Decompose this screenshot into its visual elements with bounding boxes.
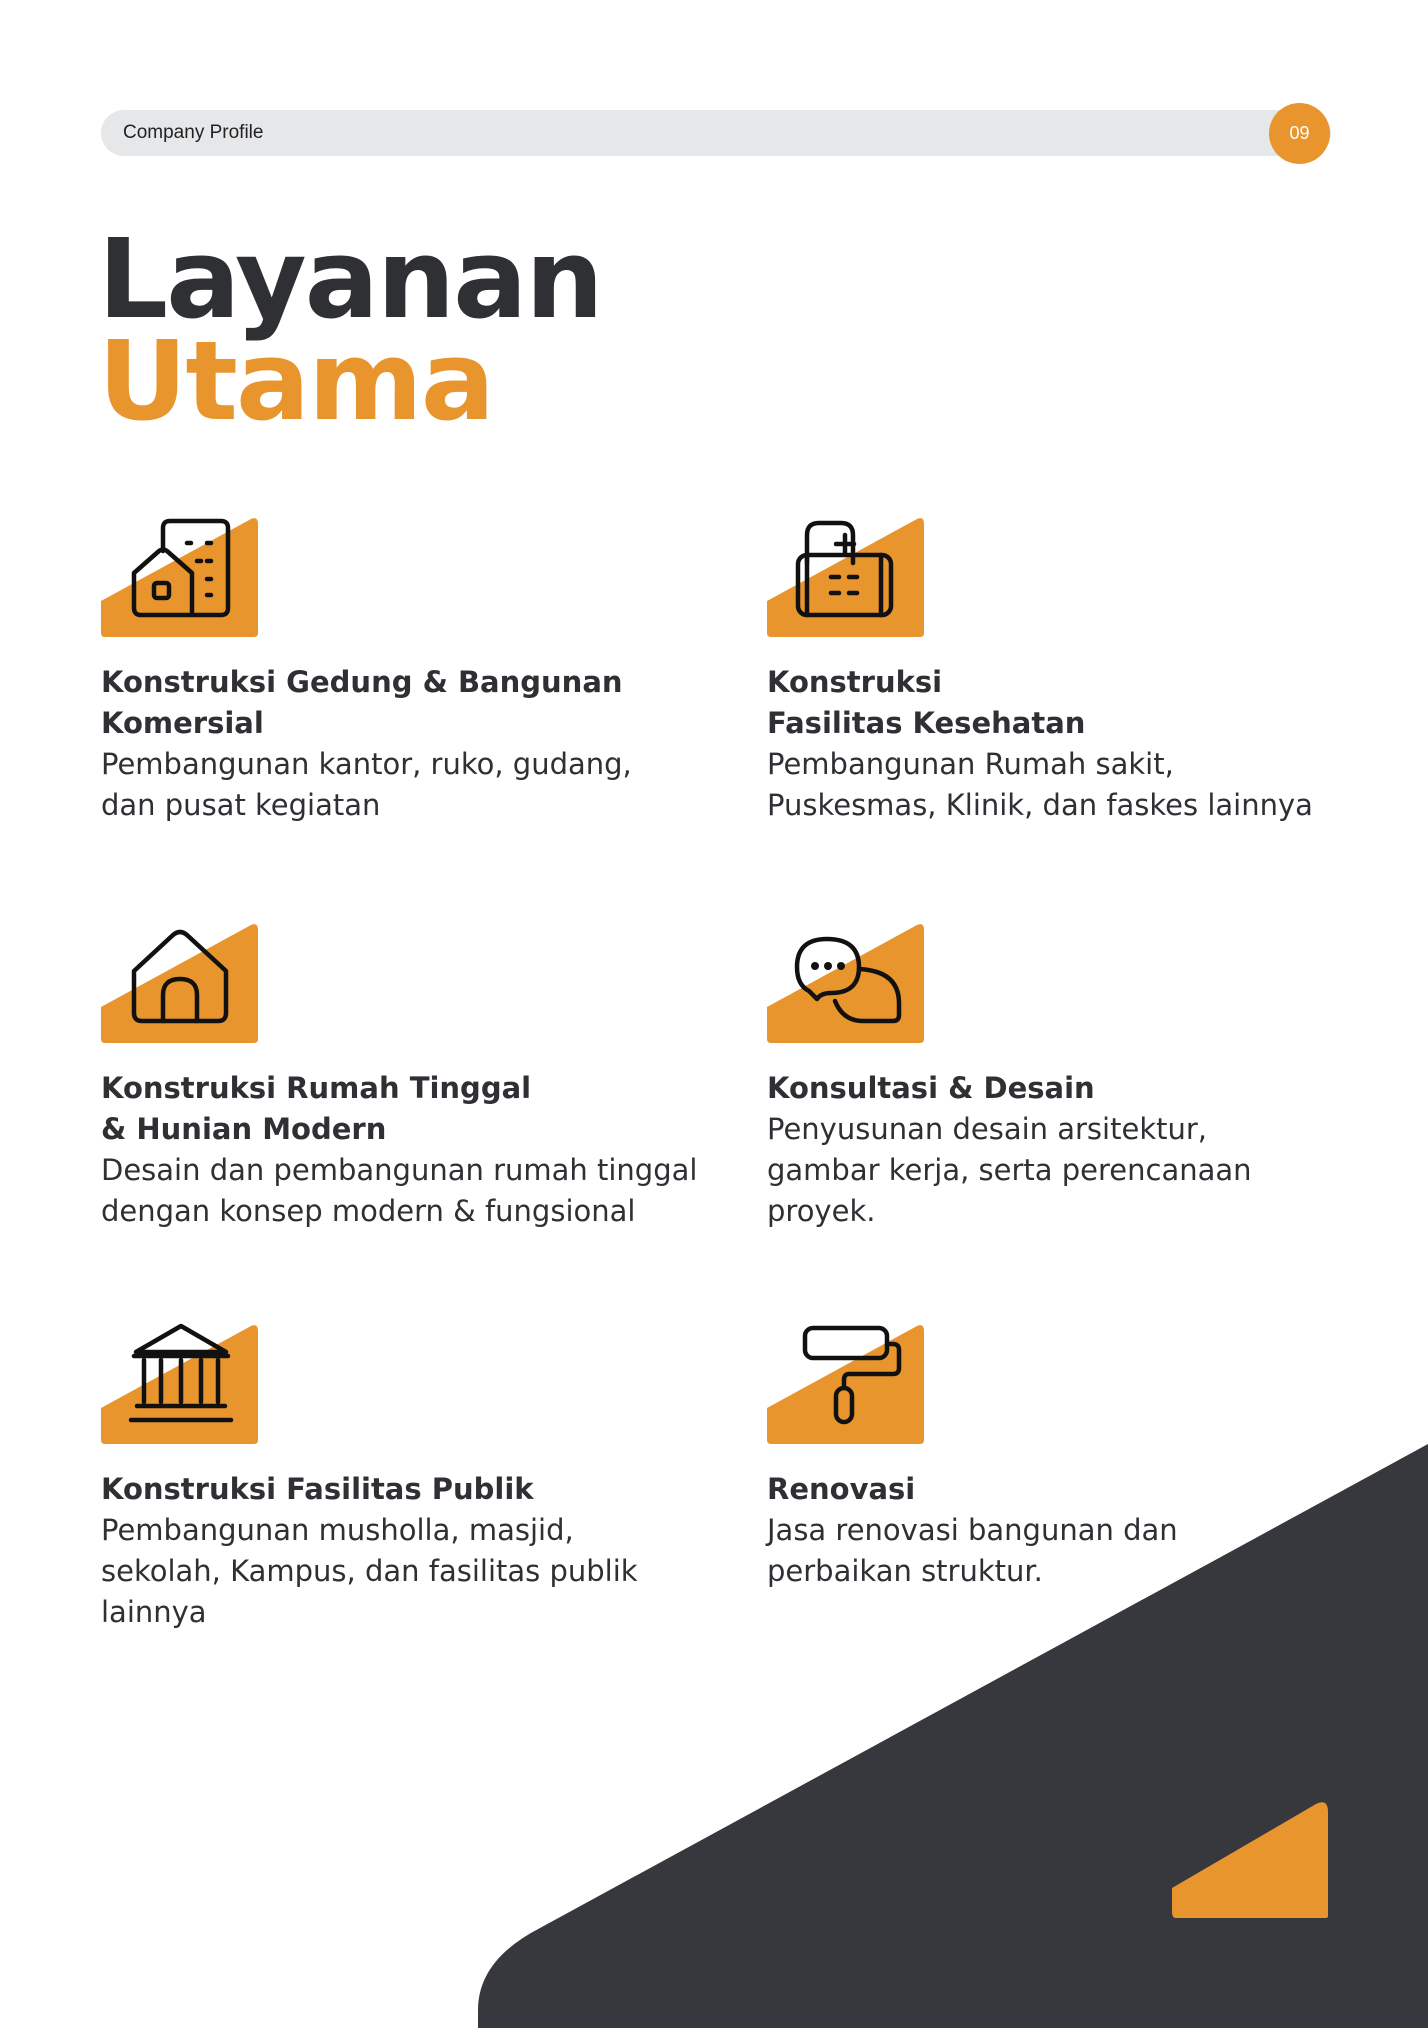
service-card-commercial	[101, 515, 741, 826]
service-title: Konstruksi Rumah Tinggal & Hunian Modern	[101, 1071, 532, 1146]
service-description: Pembangunan Rumah sakit, Puskesmas, Klinik, dan faskes lainnya	[767, 747, 1313, 822]
service-card-residential	[101, 921, 741, 1232]
building-icon	[101, 515, 261, 640]
page-title-line-1: Layanan	[98, 215, 602, 343]
service-title: Renovasi	[767, 1472, 916, 1506]
service-card-consulting	[767, 921, 1407, 1232]
service-title: Konstruksi Fasilitas Publik	[101, 1472, 534, 1506]
paint-roller-icon	[767, 1322, 927, 1447]
hospital-icon	[767, 515, 927, 640]
service-card-public	[101, 1322, 741, 1633]
service-description: Jasa renovasi bangunan dan perbaikan struktur.	[767, 1513, 1178, 1588]
page-number-badge: 09	[1269, 103, 1330, 164]
service-description: Penyusunan desain arsitektur, gambar kerja, serta perencanaan proyek.	[767, 1112, 1252, 1228]
header-bar	[101, 110, 1331, 156]
service-title: Konstruksi Fasilitas Kesehatan	[767, 665, 1086, 740]
page-title-line-2: Utama	[98, 317, 493, 445]
chat-icon	[767, 921, 927, 1046]
service-title: Konsultasi & Desain	[767, 1071, 1095, 1105]
service-description: Pembangunan musholla, masjid, sekolah, Kampus, dan fasilitas publik lainnya	[101, 1513, 638, 1629]
service-card-renovation	[767, 1322, 1407, 1592]
public-building-icon	[101, 1322, 261, 1447]
house-icon	[101, 921, 261, 1046]
service-title: Konstruksi Gedung & Bangunan Komersial	[101, 665, 623, 740]
service-description: Pembangunan kantor, ruko, gudang, dan pusat kegiatan	[101, 747, 632, 822]
service-description: Desain dan pembangunan rumah tinggal dengan konsep modern & fungsional	[101, 1153, 698, 1228]
header-title: Company Profile	[123, 122, 264, 143]
service-card-health	[767, 515, 1407, 826]
